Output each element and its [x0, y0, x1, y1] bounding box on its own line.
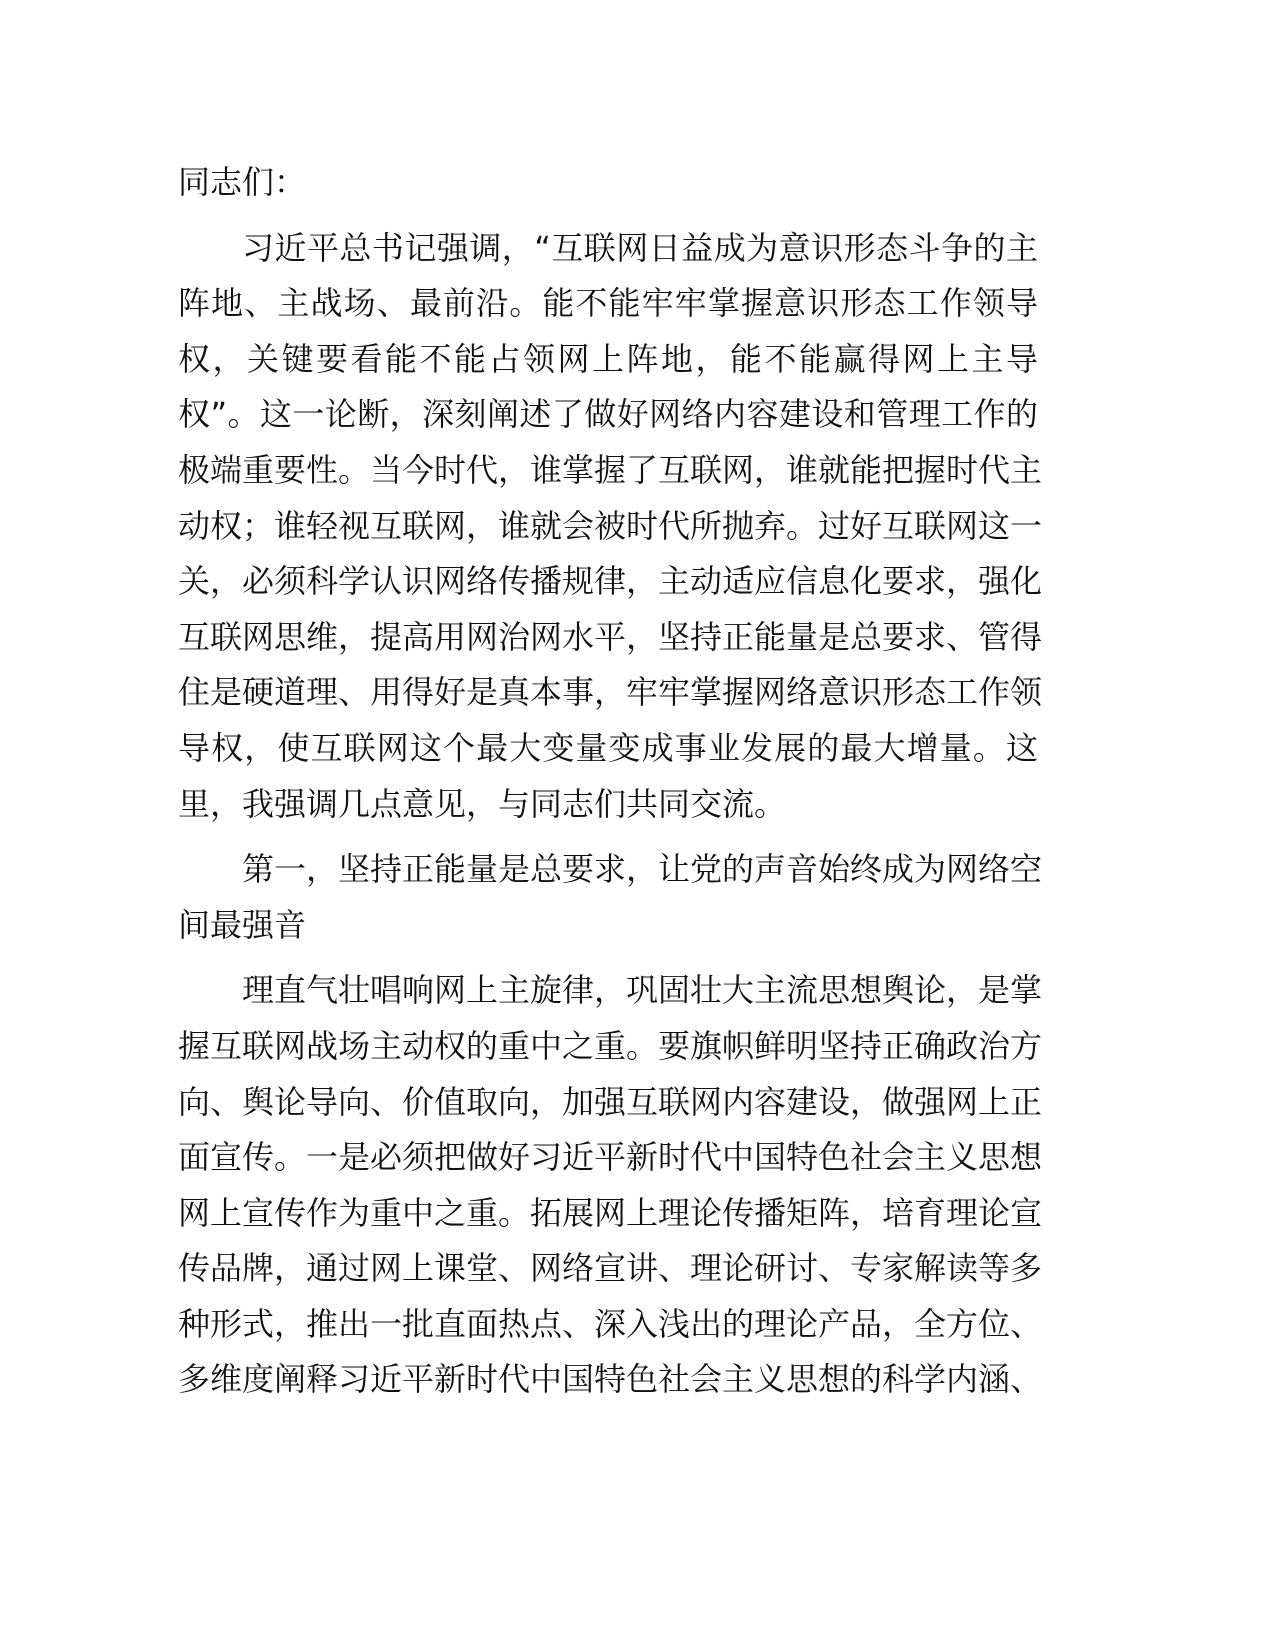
- text-line: 习近平总书记强调，“互联网日益成为意识形态斗争的主: [242, 228, 1038, 267]
- document-body: [178, 221, 1043, 1408]
- document-page: [178, 155, 1043, 1418]
- text-line: 权，关键要看能不能占领网上阵地，能不能赢得网上主导: [178, 339, 1038, 378]
- text-line: 导权，使互联网这个最大变量变成事业发展的最大增量。这: [178, 728, 1038, 767]
- text-line: 里，我强调几点意见，与同志们共同交流。: [178, 784, 787, 823]
- text-line: 种形式，推出一批直面热点、深入浅出的理论产品，全方位、: [178, 1304, 1043, 1343]
- text-line: 握互联网战场主动权的重中之重。要旗帜鲜明坚持正确政治方: [178, 1026, 1043, 1065]
- text-line: 间最强音: [178, 905, 307, 944]
- text-line: 阵地、主战场、最前沿。能不能牢牢掌握意识形态工作领导: [178, 284, 1038, 323]
- text-line: 向、舆论导向、价值取向，加强互联网内容建设，做强网上正: [178, 1082, 1043, 1121]
- text-line: 网上宣传作为重中之重。拓展网上理论传播矩阵，培育理论宣: [178, 1193, 1043, 1232]
- salutation-text: 同志们：: [178, 163, 307, 201]
- paragraph: [178, 842, 1043, 953]
- text-line: 住是硬道理、用得好是真本事，牢牢掌握网络意识形态工作领: [178, 673, 1043, 712]
- text-line: 极端重要性。当今时代，谁掌握了互联网，谁就能把握时代主: [178, 450, 1043, 489]
- text-line: 多维度阐释习近平新时代中国特色社会主义思想的科学内涵、: [178, 1360, 1043, 1399]
- salutation: [178, 155, 1038, 211]
- text-line: 权”。这一论断，深刻阐述了做好网络内容建设和管理工作的: [178, 395, 1038, 434]
- paragraph: [178, 221, 1043, 833]
- text-line: 动权；谁轻视互联网，谁就会被时代所抛弃。过好互联网这一: [178, 506, 1043, 545]
- text-line: 第一，坚持正能量是总要求，让党的声音始终成为网络空: [242, 850, 1043, 889]
- text-line: 关，必须科学认识网络传播规律，主动适应信息化要求，强化: [178, 562, 1043, 601]
- text-line: 面宣传。一是必须把做好习近平新时代中国特色社会主义思想: [178, 1138, 1043, 1177]
- text-line: 互联网思维，提高用网治网水平，坚持正能量是总要求、管得: [178, 617, 1043, 656]
- paragraph: [178, 963, 1043, 1408]
- text-line: 传品牌，通过网上课堂、网络宣讲、理论研讨、专家解读等多: [178, 1249, 1043, 1288]
- text-line: 理直气壮唱响网上主旋律，巩固壮大主流思想舆论，是掌: [242, 971, 1043, 1010]
